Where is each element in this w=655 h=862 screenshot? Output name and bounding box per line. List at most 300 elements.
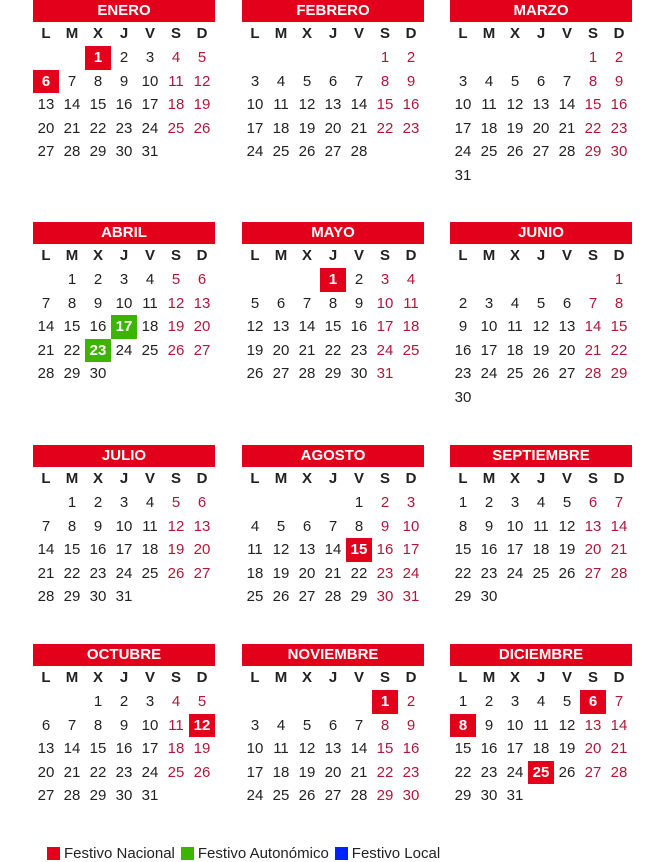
day-cell: 31 [454, 166, 472, 184]
weekday-header: J [328, 669, 338, 686]
day-cell: 28 [324, 588, 342, 605]
day-cell: 21 [63, 763, 81, 781]
day-cell: 25 [141, 564, 159, 582]
day-cell: 12 [246, 318, 264, 335]
weekday-header: L [41, 470, 51, 487]
day-cell: 3 [510, 494, 520, 511]
day-cell: 14 [610, 716, 628, 734]
day-cell: 21 [610, 740, 628, 757]
empty-cell [476, 46, 502, 70]
day-cell: 2 [614, 49, 624, 66]
day-cell: 4 [510, 294, 520, 312]
day-cell: 22 [63, 564, 81, 582]
weekday-header: M [274, 669, 288, 686]
day-cell: 26 [167, 564, 185, 582]
day-cell: 11 [142, 294, 158, 312]
weekday-header: L [250, 470, 260, 487]
day-cell: 24 [115, 341, 133, 359]
day-cell: 7 [354, 72, 364, 90]
weekday-header: J [119, 247, 129, 264]
day-cell: 15 [89, 96, 107, 113]
day-cell: 25 [402, 341, 420, 359]
day-cell: 11 [273, 740, 289, 757]
day-cell: 22 [454, 564, 472, 582]
day-grid [450, 22, 632, 187]
empty-cell [320, 46, 346, 70]
weekday-header: S [379, 25, 390, 42]
day-cell: 6 [33, 70, 59, 94]
day-cell: 5 [510, 72, 520, 90]
weekday-header: V [561, 669, 572, 686]
day-cell: 10 [115, 517, 133, 535]
day-cell: 9 [614, 72, 624, 90]
day-cell: 25 [528, 761, 554, 785]
day-cell: 17 [115, 541, 133, 558]
day-cell: 11 [247, 541, 263, 558]
day-cell: 30 [480, 588, 498, 605]
day-cell: 8 [614, 294, 624, 312]
day-cell: 16 [610, 96, 628, 113]
weekday-header: X [509, 669, 520, 686]
day-cell: 4 [250, 517, 260, 535]
day-cell: 11 [142, 517, 158, 535]
day-cell: 27 [324, 787, 342, 804]
month-title: FEBRERO [242, 0, 424, 22]
day-cell: 19 [298, 763, 316, 781]
empty-cell [33, 268, 59, 292]
weekday-header: M [482, 669, 496, 686]
day-cell: 6 [562, 294, 572, 312]
weekday-header: J [328, 470, 338, 487]
day-cell: 8 [458, 517, 468, 535]
weekday-header: M [274, 470, 288, 487]
month-abril [33, 222, 215, 386]
day-cell: 28 [584, 365, 602, 382]
day-cell: 12 [272, 541, 290, 558]
day-cell: 30 [454, 388, 472, 406]
day-grid [242, 22, 424, 164]
day-cell: 30 [115, 143, 133, 160]
day-cell: 1 [93, 693, 103, 710]
day-cell: 21 [63, 119, 81, 137]
day-cell: 17 [246, 119, 264, 137]
day-cell: 8 [67, 294, 77, 312]
legend [47, 845, 446, 862]
day-cell: 14 [324, 541, 342, 558]
day-cell: 5 [536, 294, 546, 312]
day-cell: 19 [558, 541, 576, 558]
day-cell: 2 [93, 494, 103, 511]
day-cell: 19 [272, 564, 290, 582]
day-cell: 13 [324, 740, 342, 757]
weekday-header: D [196, 247, 208, 264]
day-cell: 10 [506, 517, 524, 535]
day-cell: 4 [406, 271, 416, 288]
day-cell: 19 [167, 318, 185, 335]
day-cell: 9 [119, 716, 129, 734]
day-cell: 23 [402, 119, 420, 137]
weekday-header: J [536, 25, 546, 42]
day-cell: 25 [167, 763, 185, 781]
day-cell: 4 [171, 49, 181, 66]
day-cell: 28 [37, 588, 55, 605]
day-cell: 21 [37, 564, 55, 582]
month-title: NOVIEMBRE [242, 644, 424, 666]
day-cell: 1 [320, 268, 346, 292]
day-cell: 11 [403, 294, 419, 312]
day-cell: 3 [250, 72, 260, 90]
day-cell: 10 [115, 294, 133, 312]
day-cell: 3 [119, 494, 129, 511]
day-cell: 3 [458, 72, 468, 90]
day-cell: 29 [350, 588, 368, 605]
day-cell: 30 [480, 787, 498, 804]
day-cell: 15 [89, 740, 107, 757]
day-cell: 6 [328, 72, 338, 90]
day-cell: 15 [324, 318, 342, 335]
day-cell: 17 [246, 763, 264, 781]
weekday-header: J [328, 25, 338, 42]
weekday-header: X [301, 470, 312, 487]
day-cell: 13 [324, 96, 342, 113]
day-cell: 17 [141, 96, 159, 113]
day-cell: 11 [168, 716, 184, 734]
weekday-header: J [536, 247, 546, 264]
month-mayo [242, 222, 424, 386]
weekday-header: M [482, 247, 496, 264]
day-cell: 1 [380, 49, 390, 66]
day-cell: 16 [454, 341, 472, 359]
weekday-header: X [92, 25, 103, 42]
day-cell: 28 [37, 365, 55, 382]
day-cell: 18 [272, 119, 290, 137]
day-cell: 9 [458, 318, 468, 335]
day-cell: 14 [37, 318, 55, 335]
day-cell: 28 [63, 787, 81, 804]
day-cell: 18 [532, 541, 550, 558]
day-cell: 15 [454, 740, 472, 757]
day-cell: 20 [324, 119, 342, 137]
day-cell: 8 [328, 294, 338, 312]
day-cell: 18 [402, 318, 420, 335]
day-cell: 2 [458, 294, 468, 312]
day-cell: 26 [298, 143, 316, 160]
day-cell: 9 [484, 716, 494, 734]
day-cell: 1 [458, 693, 468, 710]
weekday-header: L [458, 669, 468, 686]
day-cell: 13 [37, 740, 55, 757]
day-cell: 14 [37, 541, 55, 558]
weekday-header: D [196, 25, 208, 42]
month-title: MARZO [450, 0, 632, 22]
day-cell: 7 [302, 294, 312, 312]
day-cell: 17 [402, 541, 420, 558]
day-cell: 5 [250, 294, 260, 312]
day-cell: 18 [246, 564, 264, 582]
day-cell: 21 [584, 341, 602, 359]
day-cell: 25 [506, 365, 524, 382]
day-cell: 5 [302, 716, 312, 734]
day-cell: 16 [115, 96, 133, 113]
day-cell: 20 [584, 740, 602, 757]
day-cell: 7 [67, 716, 77, 734]
month-title: JULIO [33, 445, 215, 467]
day-cell: 9 [406, 72, 416, 90]
month-octubre [33, 644, 215, 808]
weekday-header: X [92, 470, 103, 487]
day-cell: 26 [558, 763, 576, 781]
day-cell: 31 [141, 143, 159, 160]
day-cell: 19 [558, 740, 576, 757]
day-cell: 12 [558, 716, 576, 734]
day-cell: 7 [67, 72, 77, 90]
weekday-header: D [196, 470, 208, 487]
weekday-header: V [144, 669, 155, 686]
month-title: ENERO [33, 0, 215, 22]
weekday-header: M [482, 25, 496, 42]
day-cell: 14 [610, 517, 628, 535]
weekday-header: M [65, 470, 79, 487]
month-title: AGOSTO [242, 445, 424, 467]
empty-cell [554, 46, 580, 70]
day-cell: 6 [276, 294, 286, 312]
day-cell: 2 [406, 693, 416, 710]
day-cell: 13 [532, 96, 550, 113]
day-cell: 23 [89, 564, 107, 582]
day-cell: 9 [93, 294, 103, 312]
day-cell: 16 [115, 740, 133, 757]
day-cell: 2 [93, 271, 103, 288]
day-cell: 31 [141, 787, 159, 804]
weekday-header: L [250, 25, 260, 42]
day-cell: 22 [89, 119, 107, 137]
day-cell: 27 [193, 564, 211, 582]
month-title: JUNIO [450, 222, 632, 244]
day-cell: 26 [298, 787, 316, 804]
weekday-header: V [144, 247, 155, 264]
day-cell: 12 [298, 740, 316, 757]
weekday-header: V [144, 470, 155, 487]
day-cell: 17 [480, 341, 498, 359]
day-cell: 31 [115, 588, 133, 605]
day-cell: 22 [454, 763, 472, 781]
weekday-header: J [328, 247, 338, 264]
day-cell: 1 [85, 46, 111, 70]
empty-cell [320, 690, 346, 714]
day-cell: 13 [193, 294, 211, 312]
day-cell: 4 [536, 494, 546, 511]
day-cell: 18 [167, 96, 185, 113]
day-cell: 22 [63, 341, 81, 359]
weekday-header: X [92, 669, 103, 686]
weekday-header: X [301, 25, 312, 42]
day-cell: 28 [558, 143, 576, 160]
day-cell: 31 [402, 588, 420, 605]
weekday-header: X [509, 247, 520, 264]
day-cell: 18 [272, 763, 290, 781]
day-cell: 16 [89, 541, 107, 558]
month-junio [450, 222, 632, 409]
day-cell: 4 [276, 72, 286, 90]
day-cell: 6 [41, 716, 51, 734]
day-cell: 9 [119, 72, 129, 90]
weekday-header: V [561, 470, 572, 487]
empty-cell [33, 46, 59, 70]
day-cell: 15 [346, 538, 372, 562]
day-cell: 23 [350, 341, 368, 359]
weekday-header: S [170, 470, 181, 487]
day-cell: 28 [298, 365, 316, 382]
day-cell: 21 [558, 119, 576, 137]
day-cell: 29 [89, 787, 107, 804]
day-cell: 26 [506, 143, 524, 160]
day-cell: 25 [246, 588, 264, 605]
day-cell: 10 [506, 716, 524, 734]
day-cell: 12 [193, 72, 211, 90]
day-cell: 21 [37, 341, 55, 359]
weekday-header: D [613, 25, 625, 42]
day-cell: 2 [354, 271, 364, 288]
day-cell: 14 [350, 740, 368, 757]
day-cell: 23 [376, 564, 394, 582]
day-cell: 7 [614, 693, 624, 710]
day-cell: 15 [63, 541, 81, 558]
weekday-header: M [274, 247, 288, 264]
weekday-header: M [274, 25, 288, 42]
day-cell: 8 [93, 72, 103, 90]
day-cell: 15 [376, 96, 394, 113]
day-cell: 17 [506, 740, 524, 757]
weekday-header: D [405, 470, 417, 487]
day-cell: 22 [89, 763, 107, 781]
day-cell: 25 [480, 143, 498, 160]
day-cell: 20 [193, 318, 211, 335]
day-cell: 18 [141, 318, 159, 335]
day-cell: 4 [536, 693, 546, 710]
day-cell: 27 [193, 341, 211, 359]
day-cell: 30 [89, 365, 107, 382]
day-cell: 7 [614, 494, 624, 511]
empty-cell [268, 690, 294, 714]
day-cell: 15 [63, 318, 81, 335]
month-septiembre [450, 445, 632, 609]
weekday-header: D [613, 669, 625, 686]
day-cell: 29 [584, 143, 602, 160]
day-cell: 16 [89, 318, 107, 335]
weekday-header: S [587, 669, 598, 686]
legend-label-autonomico: Festivo Autonómico [197, 845, 329, 862]
day-cell: 12 [298, 96, 316, 113]
day-cell: 27 [532, 143, 550, 160]
day-cell: 26 [558, 564, 576, 582]
day-cell: 29 [610, 365, 628, 382]
weekday-header: V [353, 669, 364, 686]
day-cell: 25 [272, 143, 290, 160]
day-cell: 23 [480, 763, 498, 781]
day-cell: 29 [63, 365, 81, 382]
day-grid [242, 244, 424, 386]
day-cell: 21 [350, 763, 368, 781]
empty-cell [33, 491, 59, 515]
day-cell: 24 [246, 143, 264, 160]
weekday-header: X [509, 25, 520, 42]
month-enero [33, 0, 215, 164]
day-cell: 5 [171, 271, 181, 288]
weekday-header: J [119, 25, 129, 42]
day-cell: 7 [41, 517, 51, 535]
day-cell: 24 [141, 119, 159, 137]
weekday-header: S [379, 669, 390, 686]
day-cell: 8 [354, 517, 364, 535]
legend-item-nacional [47, 845, 175, 862]
day-cell: 8 [67, 517, 77, 535]
day-cell: 17 [141, 740, 159, 757]
day-cell: 3 [380, 271, 390, 288]
day-cell: 1 [458, 494, 468, 511]
day-cell: 24 [376, 341, 394, 359]
day-cell: 23 [402, 763, 420, 781]
day-cell: 11 [533, 517, 549, 535]
empty-cell [502, 268, 528, 292]
day-cell: 13 [584, 716, 602, 734]
day-cell: 17 [376, 318, 394, 335]
weekday-header: S [587, 470, 598, 487]
day-cell: 10 [141, 72, 159, 90]
green-swatch-icon [181, 847, 194, 860]
month-title: ABRIL [33, 222, 215, 244]
weekday-header: L [458, 247, 468, 264]
day-cell: 9 [354, 294, 364, 312]
day-cell: 5 [171, 494, 181, 511]
weekday-header: V [144, 25, 155, 42]
day-cell: 6 [197, 494, 207, 511]
day-cell: 11 [533, 716, 549, 734]
legend-item-local [335, 845, 440, 862]
day-cell: 5 [562, 494, 572, 511]
day-cell: 5 [302, 72, 312, 90]
day-grid [33, 244, 215, 386]
weekday-header: S [170, 669, 181, 686]
day-cell: 23 [115, 119, 133, 137]
empty-cell [242, 46, 268, 70]
empty-cell [580, 268, 606, 292]
weekday-header: S [170, 25, 181, 42]
day-cell: 29 [454, 787, 472, 804]
day-cell: 17 [454, 119, 472, 137]
weekday-header: S [379, 247, 390, 264]
day-cell: 26 [532, 365, 550, 382]
empty-cell [268, 46, 294, 70]
day-grid [450, 666, 632, 808]
day-cell: 12 [506, 96, 524, 113]
day-cell: 2 [484, 494, 494, 511]
day-cell: 12 [532, 318, 550, 335]
day-cell: 30 [89, 588, 107, 605]
day-cell: 27 [558, 365, 576, 382]
day-cell: 30 [115, 787, 133, 804]
day-cell: 6 [536, 72, 546, 90]
day-cell: 24 [454, 143, 472, 160]
weekday-header: D [613, 470, 625, 487]
day-cell: 27 [298, 588, 316, 605]
day-grid [450, 467, 632, 609]
weekday-header: M [65, 669, 79, 686]
day-cell: 24 [115, 564, 133, 582]
day-cell: 22 [584, 119, 602, 137]
month-julio [33, 445, 215, 609]
day-cell: 19 [193, 96, 211, 113]
day-cell: 3 [145, 49, 155, 66]
